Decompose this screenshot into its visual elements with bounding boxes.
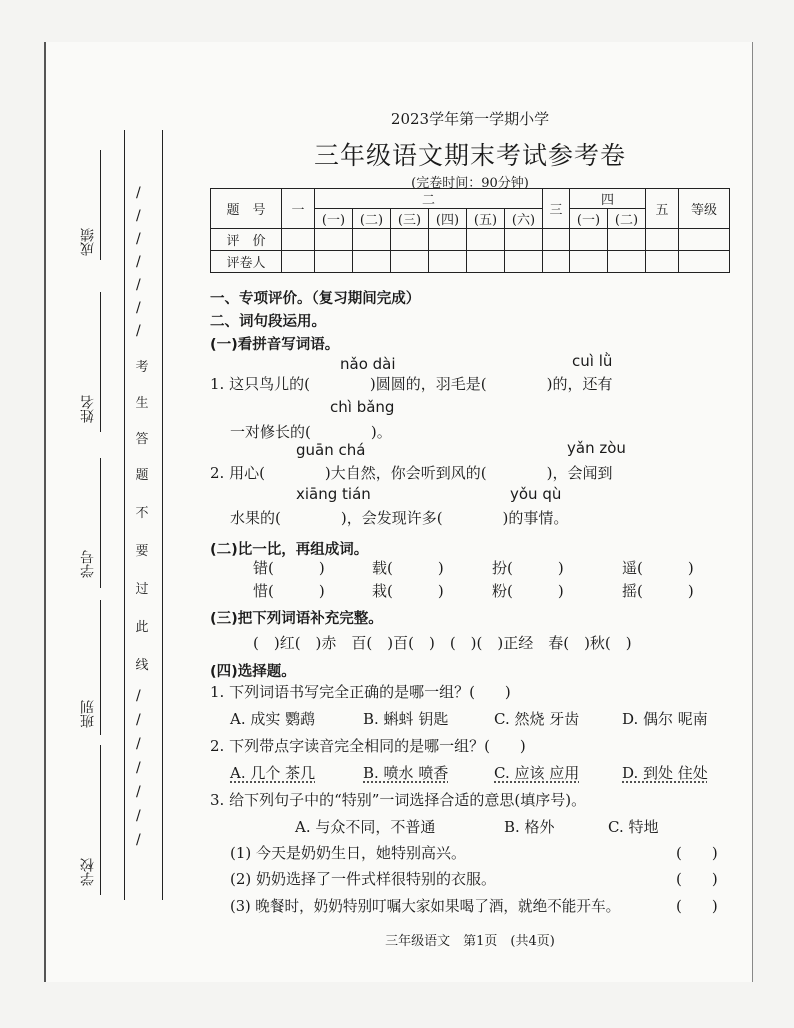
- warning-char: 此: [135, 620, 149, 635]
- question-1-line-2: 一对修长的( )。: [230, 423, 392, 441]
- slash-mark: /: [136, 760, 141, 776]
- score-cell: (三): [391, 209, 429, 229]
- choice-option: A. 几个 茶几: [230, 764, 316, 782]
- exam-title: 三年级语文期末考试参考卷: [313, 141, 626, 170]
- choice-option: B. 喷水 喷香: [363, 764, 449, 782]
- idiom-fill-line: ( )红( )赤 百( )百( ) ( )( )正经 春( )秋( ): [253, 634, 632, 652]
- compare-word: 惜( ): [253, 582, 325, 600]
- field-label-name: 姓名: [80, 395, 96, 423]
- question-2-line-1: 2. 用心( )大自然，你会听到风的( )，会闻到: [210, 464, 613, 482]
- slash-mark: /: [136, 323, 141, 339]
- sentence-1: (1) 今天是奶奶生日，她特别高兴。: [230, 844, 467, 862]
- meaning-option: A. 与众不同，不普通: [295, 818, 436, 836]
- score-table: [210, 188, 730, 273]
- name-blank: [100, 292, 101, 432]
- compare-word: 栽( ): [372, 582, 444, 600]
- sentence-2: (2) 奶奶选择了一件式样很特别的衣服。: [230, 870, 497, 888]
- question-2-line-2: 水果的( )，会发现许多( )的事情。: [230, 509, 569, 527]
- slash-mark: /: [136, 277, 141, 293]
- compare-word: 错( ): [253, 559, 325, 577]
- section-1-heading: 一、专项评价。（复习期间完成）: [210, 291, 421, 307]
- slash-mark: /: [136, 832, 141, 848]
- slash-mark: /: [136, 688, 141, 704]
- choice-question-2: 2. 下列带点字读音完全相同的是哪一组？( ): [210, 737, 526, 755]
- choice-question-1: 1. 下列词语书写完全正确的是哪一组？( ): [210, 683, 511, 701]
- binding-line-inner: [162, 130, 163, 900]
- answer-paren: ( ): [676, 844, 718, 862]
- score-cell: 五: [646, 189, 679, 229]
- slash-mark: /: [136, 712, 141, 728]
- meaning-option: B. 格外: [504, 818, 555, 836]
- score-cell: 一: [282, 189, 315, 229]
- warning-char: 不: [135, 506, 149, 521]
- binding-line: [124, 130, 125, 900]
- answer-paren: ( ): [676, 870, 718, 888]
- warning-char: 过: [135, 582, 149, 597]
- slash-mark: /: [136, 208, 141, 224]
- compare-word: 粉( ): [492, 582, 564, 600]
- slash-mark: /: [136, 185, 141, 201]
- score-cell: 四: [570, 189, 646, 209]
- id-blank: [100, 458, 101, 588]
- pinyin-3: chì bǎng: [330, 398, 395, 416]
- score-cell: 评 价: [211, 229, 282, 251]
- score-cell: (六): [505, 209, 543, 229]
- slash-mark: /: [136, 300, 141, 316]
- warning-char: 线: [135, 658, 149, 673]
- score-cell: 题 号: [211, 189, 282, 229]
- field-label-id: 学号: [80, 550, 96, 578]
- slash-mark: /: [136, 736, 141, 752]
- score-cell: 三: [543, 189, 570, 229]
- slash-mark: /: [136, 808, 141, 824]
- pinyin-4: guān chá: [296, 441, 366, 459]
- meaning-option: C. 特地: [608, 818, 659, 836]
- score-cell: (四): [429, 209, 467, 229]
- part-2-heading: (二)比一比，再组成词。: [210, 542, 369, 558]
- pinyin-1: nǎo dài: [340, 355, 396, 373]
- exam-school-term: 2023学年第一学期小学: [390, 110, 550, 128]
- choice-option: D. 到处 住处: [622, 764, 708, 782]
- score-cell: (二): [608, 209, 646, 229]
- pinyin-6: xiāng tián: [296, 485, 371, 503]
- section-2-heading: 二、词句段运用。: [210, 314, 326, 330]
- compare-word: 遥( ): [622, 559, 694, 577]
- slash-mark: /: [136, 231, 141, 247]
- field-label-score: 成绩: [80, 228, 96, 256]
- score-cell: (一): [315, 209, 353, 229]
- exam-time: (完卷时间：90分钟): [411, 176, 529, 191]
- choice-option: C. 然烧 牙齿: [494, 710, 580, 728]
- compare-word: 载( ): [372, 559, 444, 577]
- warning-char: 考: [135, 360, 149, 375]
- warning-char: 题: [135, 468, 149, 483]
- answer-paren: ( ): [676, 897, 718, 915]
- warning-char: 要: [135, 544, 149, 559]
- pinyin-2: cuì lǜ: [572, 352, 613, 370]
- sentence-3: (3) 晚餐时，奶奶特别叮嘱大家如果喝了酒，就绝不能开车。: [230, 898, 621, 915]
- warning-char: 答: [135, 432, 149, 447]
- choice-question-3: 3. 给下列句子中的“特别”一词选择合适的意思(填序号)。: [210, 791, 587, 809]
- part-4-heading: (四)选择题。: [210, 664, 296, 680]
- score-cell: 等级: [679, 189, 730, 229]
- warning-char: 生: [135, 396, 149, 411]
- pinyin-7: yǒu qù: [510, 485, 562, 503]
- part-1-heading: (一)看拼音写词语。: [210, 337, 340, 353]
- school-blank: [100, 745, 101, 895]
- slash-mark: /: [136, 784, 141, 800]
- choice-option: B. 蝌蚪 钥匙: [363, 710, 449, 728]
- part-3-heading: (三)把下列词语补充完整。: [210, 611, 383, 627]
- compare-word: 摇( ): [622, 582, 694, 600]
- score-blank: [100, 150, 101, 260]
- score-cell: (五): [467, 209, 505, 229]
- compare-word: 扮( ): [492, 559, 564, 577]
- choice-option: A. 成实 鹦鹉: [230, 710, 316, 728]
- choice-option: C. 应该 应用: [494, 764, 580, 782]
- question-1-line-1: 1. 这只鸟儿的( )圆圆的，羽毛是( )的，还有: [210, 375, 613, 393]
- field-label-school: 学校: [80, 858, 96, 886]
- class-blank: [100, 600, 101, 735]
- page-footer: 三年级语文 第1页 (共4页): [385, 934, 555, 949]
- score-cell: (二): [353, 209, 391, 229]
- pinyin-5: yǎn zòu: [567, 439, 626, 457]
- score-cell: 二: [315, 189, 543, 209]
- slash-mark: /: [136, 254, 141, 270]
- choice-option: D. 偶尔 呢南: [622, 710, 708, 728]
- score-cell: (一): [570, 209, 608, 229]
- score-cell: 评卷人: [211, 251, 282, 273]
- field-label-class: 班别: [80, 700, 96, 728]
